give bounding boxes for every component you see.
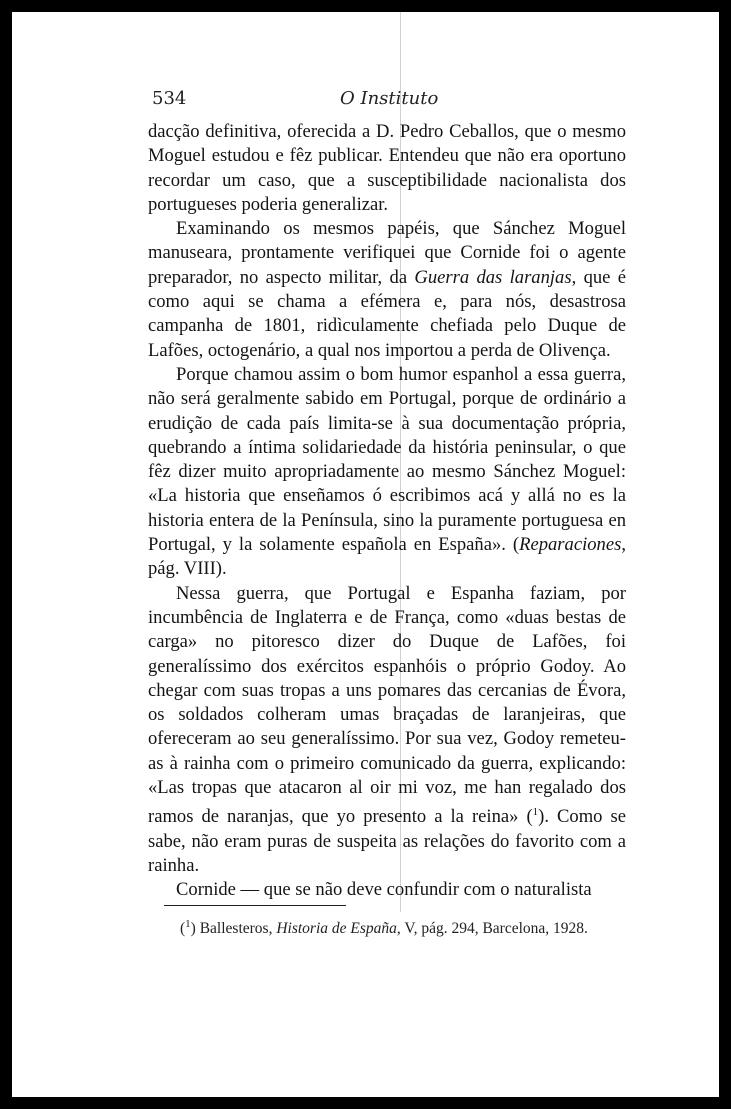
- journal-title: O Instituto: [340, 88, 439, 109]
- book-page: [10, 10, 721, 1099]
- paragraph: [148, 120, 626, 217]
- text-run: Cornide — que se não deve confundir com o naturalista: [176, 879, 592, 901]
- footnote-ref: 1: [532, 806, 539, 819]
- text-run: ). Como se sabe, não eram puras de suspeita as relações do favorito com a rainha.: [148, 806, 626, 877]
- paragraph: [148, 878, 626, 902]
- text-run: Nessa guerra, que Portugal e Espanha faziam, por incumbência de Inglaterra e de França, como «duas bestas de carga» no pitoresco dizer do Duque de Lafões, foi generalíssimo dos exércitos espanhóis o próprio Godoy. Ao chegar com suas tropas a uns pomares das cercanias de Évora, os soldados colheram umas braçadas de laranjeiras, que ofereceram ao seu generalíssimo. Por sua vez, Godoy remeteu-as à rainha com o primeiro comunicado da guerra, explicando: «Las tropas que atacaron al oir mi voz, me han regalado dos ramos de naranjas, que yo presento a la reina» (: [148, 582, 626, 828]
- text-run: , que é como aqui se chama a efémera e, para nós, desastrosa campanha de 1801, ridìculamente chefiada pelo Duque de Lafões, octogenário, a qual nos importou a perda de Olivença.: [148, 266, 626, 361]
- page-number: 534: [152, 88, 187, 109]
- italic-run: Reparaciones: [519, 534, 622, 556]
- footnote-marker: 1: [185, 918, 191, 930]
- running-head: [142, 74, 642, 109]
- italic-run: Guerra das laranjas: [414, 266, 572, 288]
- footnote-rule: [164, 905, 346, 906]
- paragraph: [148, 363, 626, 582]
- text-run: , pág. VIII).: [148, 534, 626, 580]
- paragraph: [148, 582, 626, 879]
- text-run: dacção definitiva, oferecida a D. Pedro Ceballos, que o mesmo Moguel estudou e fêz publicar. Entendeu que não era oportuno recordar um caso, que a susceptibilidade nacionalista dos portugueses poderia generalizar.: [148, 121, 626, 215]
- body-text: [148, 120, 626, 903]
- footnote-title: Historia de España: [276, 920, 397, 938]
- text-run: Porque chamou assim o bom humor espanhol a essa guerra, não será geralmente sabido em Portugal, porque de ordinário a erudição de cada país limita-se à sua documentação própria, quebrando a íntima solidariedade da história peninsular, o que fêz dizer muito apropriadamente ao mesmo Sánchez Moguel: «La historia que enseñamos ó escribimos acá y allá no es la historia entera de la Península, sino la puramente portuguesa en Portugal, y la solamente española en España». (: [148, 363, 626, 556]
- text-run: Examinando os mesmos papéis, que Sánchez Moguel manuseara, prontamente verifiquei que Cornide foi o agente preparador, no aspecto militar, da: [148, 218, 626, 288]
- footnote-text-after: , V, pág. 294, Barcelona, 1928.: [396, 920, 588, 938]
- paragraph: [148, 217, 626, 363]
- footnote: ($^1$) Ballesteros, Historia de España, V, pág. 294, Barcelona, 1928.: [180, 918, 588, 938]
- footnote-text-before: Ballesteros,: [195, 920, 277, 938]
